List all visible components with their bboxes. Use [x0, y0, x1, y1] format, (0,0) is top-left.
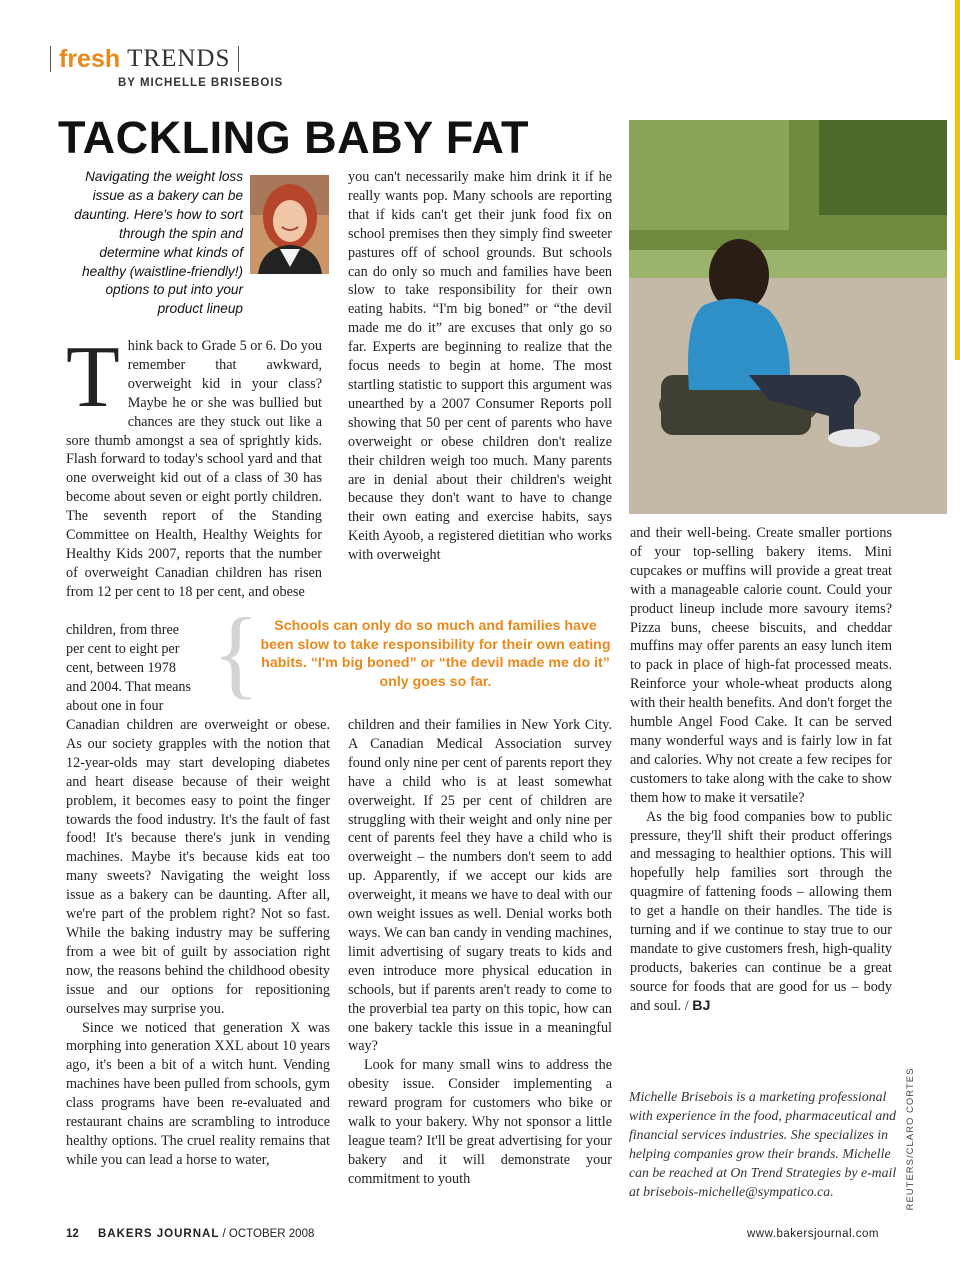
- col2-paragraph-2: Look for many small wins to address the obesity issue. Consider implementing a reward program for customers who bike or walk to your bakery. Why not sponsor a little league team? It'll be great advertising for your bakery and it will demonstrate your commitment to youth: [348, 1057, 612, 1187]
- col3-paragraph-1: and their well-being. Create smaller portions of your top-selling bakery items. Mini cupcakes or muffins will provide a great treat with a manageable calorie count. Could your product lineup include more savoury items? Pizza buns, cheese biscuits, and cheddar muffins may offer parents an easy lunch item to pack in place of high-fat processed meats. Reinforce your whole-wheat products along with their health benefits. And don't forget the humble Angel Food Cake. It can be served many wonderful ways and is fairly low in fat and calories. Why not create a few recipes for customers to take along with the cake to show them how to make it versatile?: [630, 525, 892, 806]
- col1-paragraph-1-cont: Canadian children are overweight or obese. As our society grapples with the notion that 12-year-olds may start developing diabetes and heart disease because of their weight problem, it becomes easy to point the finger towards the food industry. It's the fault of fast food! It's because there's junk in vending machines. Maybe it's because kids eat too many sweets? Navigating the weight loss issue as a bakery can be daunting. After all, we're part of the problem right? Not so fast. While the baking industry may be suffering from a wee bit of guilt by association right now, the reasons behind the childhood obesity issue and our options for repositioning ourselves may surprise you.: [66, 717, 330, 1017]
- photo-credit: [897, 1060, 921, 1218]
- section-divider-left: [50, 46, 51, 72]
- col1-paragraph-2: Since we noticed that generation X was morphing into generation XXL about 10 years ago, it's been a bit of a witch hunt. Vending machines have been pulled from schools, gym class programs have been re-evaluated and restaurant chains are scrambling to introduce healthy options. The cruel reality remains that while you can lead a horse to water,: [66, 1019, 330, 1168]
- publication-name: BAKERS JOURNAL: [98, 1228, 220, 1240]
- pull-quote-brace: {: [212, 597, 260, 708]
- issue-date: / OCTOBER 2008: [222, 1228, 315, 1240]
- author-portrait: [250, 175, 329, 274]
- dek: Navigating the weight loss issue as a bakery can be daunting. Here's how to sort through the spin and determine what kinds of healthy (waistline-friendly!) options to put into your product lineup: [74, 169, 243, 317]
- body-column-2-bottom: [348, 716, 612, 1189]
- pull-quote: Schools can only do so much and families have been slow to take responsibility for their own eating habits. “I'm big boned” or “the devil made me do it” only goes so far.: [260, 618, 611, 690]
- footer-left: [66, 1228, 314, 1240]
- website-url: www.bakersjournal.com: [747, 1228, 879, 1240]
- signoff: BJ: [692, 997, 711, 1014]
- photo-credit-text: REUTERS/CLARO CORTES: [905, 1067, 916, 1211]
- author-bio: Michelle Brisebois is a marketing professional with experience in the food, pharmaceutical and financial services industries. She specializes in helping companies grow their brands. Michelle can be reached at On Trend Strategies by e-mail at brisebois-michelle@sympatico.ca.: [629, 1089, 897, 1199]
- section-trends: TRENDS: [127, 45, 231, 72]
- drop-cap: T: [66, 329, 120, 426]
- body-column-2-top: [348, 168, 612, 565]
- section-fresh: fresh: [59, 44, 121, 73]
- wrap-line: and 2004. That means: [66, 678, 192, 695]
- feature-photo: [629, 120, 947, 514]
- page-number: 12: [66, 1228, 79, 1240]
- wrap-line: per cent to eight per: [66, 640, 180, 657]
- body-column-1-wrap: [66, 621, 216, 716]
- body-column-3: [630, 524, 892, 1016]
- headline: TACKLING BABY FAT: [58, 112, 529, 163]
- col2-paragraph-top: you can't necessarily make him drink it if he really wants pop. Many schools are reporting that if kids can't get their junk food fix on school premises then they simply find sweeter pastures off of school grounds. But schools can do only so much and families have been slow to take responsibility for their own eating habits. “I'm big boned” or “the devil made me do it” are excuses that only go so far. Experts are beginning to realize that the focus needs to begin at home. The most startling statistic to support this argument was unearthed by a 2007 Consumer Reports poll showing that 50 per cent of parents who have overweight or obese children don't realize their children weigh too much. Many parents are in denial about their children's weight because they don't want to have to change their own eating and exercise habits, says Keith Ayoob, a registered dietitian who works with overweight: [348, 169, 612, 564]
- section-label: [42, 44, 247, 74]
- col2-paragraph-1: children and their families in New York City. A Canadian Medical Association survey found only nine per cent of parents report they have a child who is at least somewhat overweight. If 25 per cent of children are struggling with their weight and only nine per cent of parents feel they have a child who is overweight – the numbers don't seem to add up. Apparently, if we accept our kids are overweight, it means we have to deal with our own weight issues as well. Denial works both ways. We can ban candy in vending machines, limit advertising of sugary treats to kids and even introduce more physical education in schools, but if parents aren't ready to come to the proverbial tea party on this topic, how can one bakery tackle this issue in a meaningful way?: [348, 717, 612, 1055]
- byline: BY MICHELLE BRISEBOIS: [118, 77, 284, 89]
- body-column-1-top: [66, 329, 323, 602]
- col3-paragraph-2: As the big food companies bow to public pressure, they'll shift their product offerings and messaging to healthier options. This will hopefully help families sort through the quagmire of fattening foods – allowing them to get a handle on their handles. The tide is turning and if we continue to stay true to our mandate to give customers fresh, high-quality products, bakeries can continue be a great source for foods that are good for us – body and soul. /: [630, 808, 892, 1014]
- wrap-line: about one in four: [66, 697, 164, 714]
- wrap-line: cent, between 1978: [66, 659, 176, 676]
- body-column-1-bottom: [66, 716, 330, 1170]
- page-edge-accent: [955, 0, 960, 360]
- section-divider-right: [238, 46, 239, 72]
- col1-paragraph-1: hink back to Grade 5 or 6. Do you remember that awkward, overweight kid in your class? Maybe he or she was bullied but chances are they stuck out like a sore thumb amongst a sea of sprightly kids. Flash forward to today's school yard and that one overweight kid out of a class of 30 has become about seven or eight portly children. The seventh report of the Standing Committee on Health, Healthy Weights for Healthy Kids 2007, reports that the number of overweight Canadian children has risen from 12 per cent to 18 per cent, and obese: [66, 338, 323, 600]
- wrap-line: children, from three: [66, 622, 180, 638]
